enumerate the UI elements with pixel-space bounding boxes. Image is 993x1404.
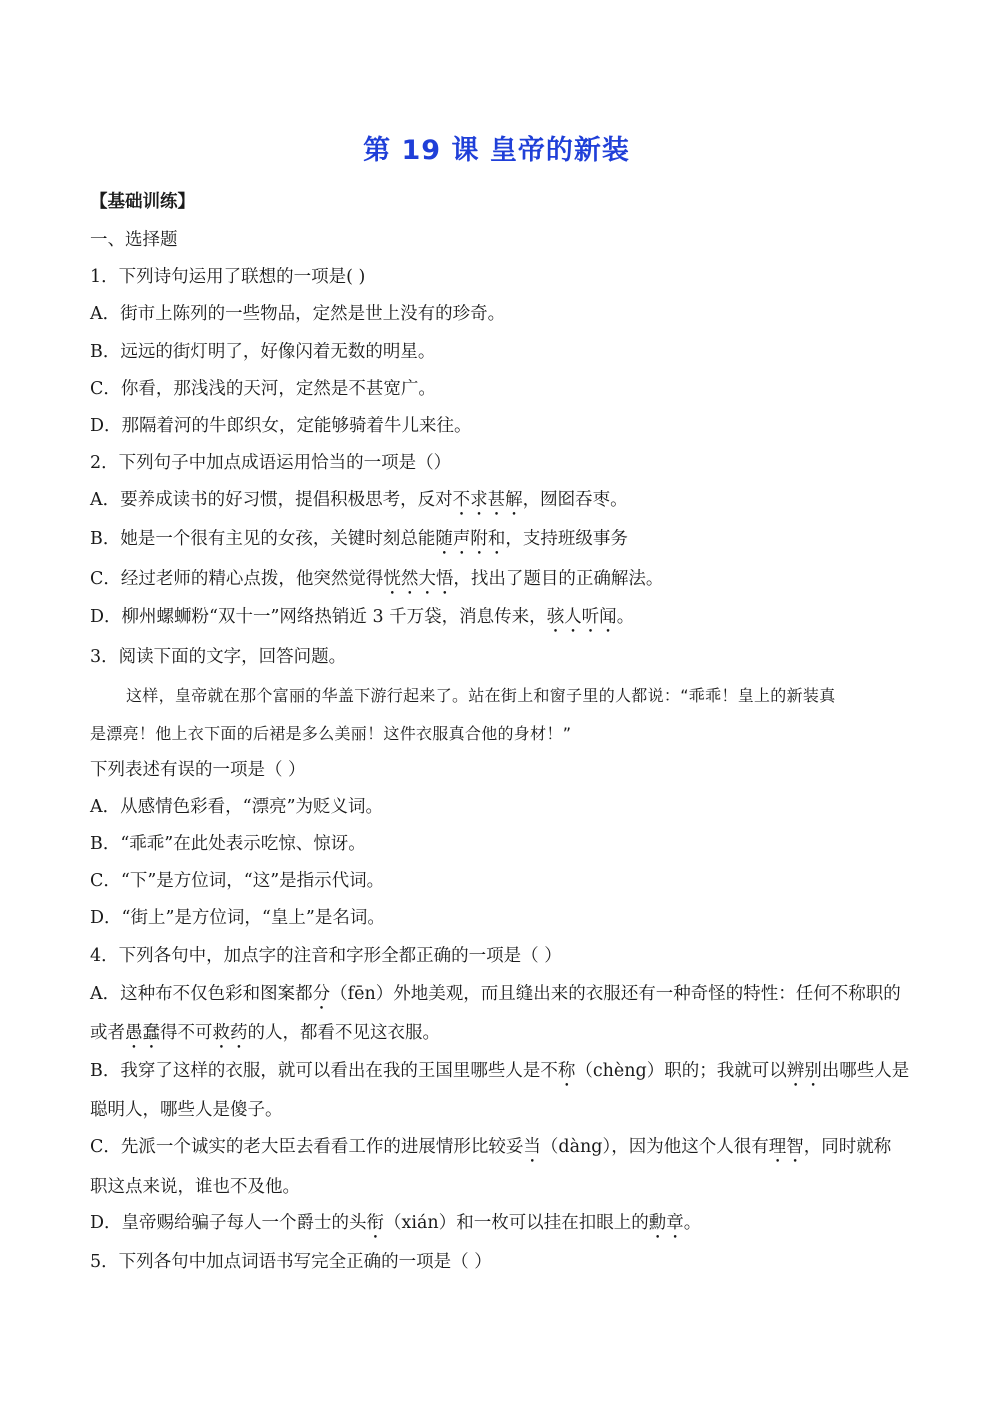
dotted-idiom: 骇人听闻 (546, 607, 617, 627)
question-4-option-b-line-2: 聪明人，哪些人是傻子。 (90, 1100, 283, 1120)
option-text: 的人，都看不见这衣服。 (247, 1023, 440, 1043)
question-4-option-d (90, 1211, 701, 1243)
dotted-char: 分 (312, 984, 331, 1004)
dotted-char: 辨别 (786, 1061, 822, 1081)
question-4-stem: 4．下列各句中，加点字的注音和字形全都正确的一项是（ ） (90, 946, 562, 966)
option-text: （xián）和一枚可以挂在扣眼上的 (384, 1213, 649, 1233)
question-3-option-d: D．“街上”是方位词，“皇上”是名词。 (90, 908, 385, 928)
option-text: 。 (683, 1213, 702, 1233)
dotted-char: 当 (523, 1137, 541, 1157)
dotted-char: 勳章 (648, 1213, 684, 1233)
question-2-option-c (90, 567, 663, 599)
option-text: C．先派一个诚实的老大臣去看看工作的进展情形比较妥 (90, 1137, 524, 1157)
question-2-option-b (90, 527, 628, 559)
question-3-ask: 下列表述有误的一项是（ ） (90, 760, 306, 780)
question-1-option-d: D．那隔着河的牛郎织女，定能够骑着牛儿来往。 (90, 416, 472, 436)
option-text: （dàng），因为他这个人很有 (540, 1137, 769, 1157)
option-text: 出哪些人是 (821, 1061, 910, 1081)
option-text: 得不可 (160, 1023, 213, 1043)
question-4-option-a-line-1 (90, 982, 901, 1014)
question-2-option-a (90, 488, 628, 520)
question-4-option-a-line-2 (90, 1021, 440, 1053)
question-4-option-c-line-1 (90, 1135, 891, 1167)
question-1-option-b: B．远远的街灯明了，好像闪着无数的明星。 (90, 342, 436, 362)
option-text: B．我穿了这样的衣服，就可以看出在我的王国里哪些人是不 (90, 1061, 558, 1081)
section-heading: 【基础训练】 (90, 192, 195, 212)
question-3-option-c: C．“下”是方位词，“这”是指示代词。 (90, 871, 385, 891)
option-text: （chèng）职的；我就可以 (575, 1061, 787, 1081)
option-text: D．皇帝赐给骗子每人一个爵士的头 (90, 1213, 367, 1233)
option-text: A．这种布不仅色彩和图案都 (90, 984, 313, 1004)
dotted-char: 衔 (366, 1213, 385, 1233)
reading-passage-line-2: 是漂亮！他上衣下面的后裙是多么美丽！这件衣服真合他的身材！” (90, 724, 572, 743)
option-text: ，囫囵吞枣。 (522, 490, 628, 510)
dotted-char: 称 (557, 1061, 576, 1081)
question-2-option-d (90, 605, 634, 637)
option-text: B．她是一个很有主见的女孩，关键时刻总能 (90, 529, 436, 549)
part-heading: 一、选择题 (90, 230, 178, 250)
option-text: ，同时就称 (803, 1137, 892, 1157)
reading-passage-line-1: 这样，皇帝就在那个富丽的华盖下游行起来了。站在街上和窗子里的人都说：“乖乖！皇上的新装真 (126, 686, 836, 705)
option-text: 。 (616, 607, 635, 627)
option-text: 或者 (90, 1023, 125, 1043)
question-1-stem: 1．下列诗句运用了联想的一项是( ) (90, 267, 366, 287)
question-3-option-a: A．从感情色彩看，“漂亮”为贬义词。 (90, 797, 384, 817)
dotted-char: 救药 (212, 1023, 248, 1043)
option-text: ，支持班级事务 (505, 529, 628, 549)
question-4-option-c-line-2: 职这点来说，谁也不及他。 (90, 1177, 300, 1197)
question-2-stem: 2．下列句子中加点成语运用恰当的一项是（） (90, 453, 452, 473)
dotted-idiom: 恍然大悟 (383, 569, 454, 589)
question-3-option-b: B．“乖乖”在此处表示吃惊、惊讶。 (90, 834, 366, 854)
option-text: A．要养成读书的好习惯，提倡积极思考，反对 (90, 490, 453, 510)
dotted-char: 理智 (768, 1137, 804, 1157)
dotted-idiom: 随声附和 (435, 529, 506, 549)
option-text: D．柳州螺蛳粉“双十一”网络热销近 3 千万袋，消息传来， (90, 607, 547, 627)
option-text: （fēn）外地美观，而且缝出来的衣服还有一种奇怪的特性：任何不称职的 (330, 984, 901, 1004)
page-title: 第 19 课 皇帝的新装 (363, 135, 630, 166)
question-5-stem: 5．下列各句中加点词语书写完全正确的一项是（ ） (90, 1252, 492, 1272)
dotted-char: 愚蠢 (125, 1023, 160, 1043)
question-1-option-c: C．你看，那浅浅的天河，定然是不甚宽广。 (90, 379, 436, 399)
dotted-idiom: 不求甚解 (452, 490, 523, 510)
option-text: C．经过老师的精心点拨，他突然觉得 (90, 569, 384, 589)
question-1-option-a: A．街市上陈列的一些物品，定然是世上没有的珍奇。 (90, 304, 506, 324)
question-3-stem: 3．阅读下面的文字，回答问题。 (90, 647, 347, 667)
question-4-option-b-line-1 (90, 1059, 909, 1091)
option-text: ，找出了题目的正确解法。 (453, 569, 664, 589)
